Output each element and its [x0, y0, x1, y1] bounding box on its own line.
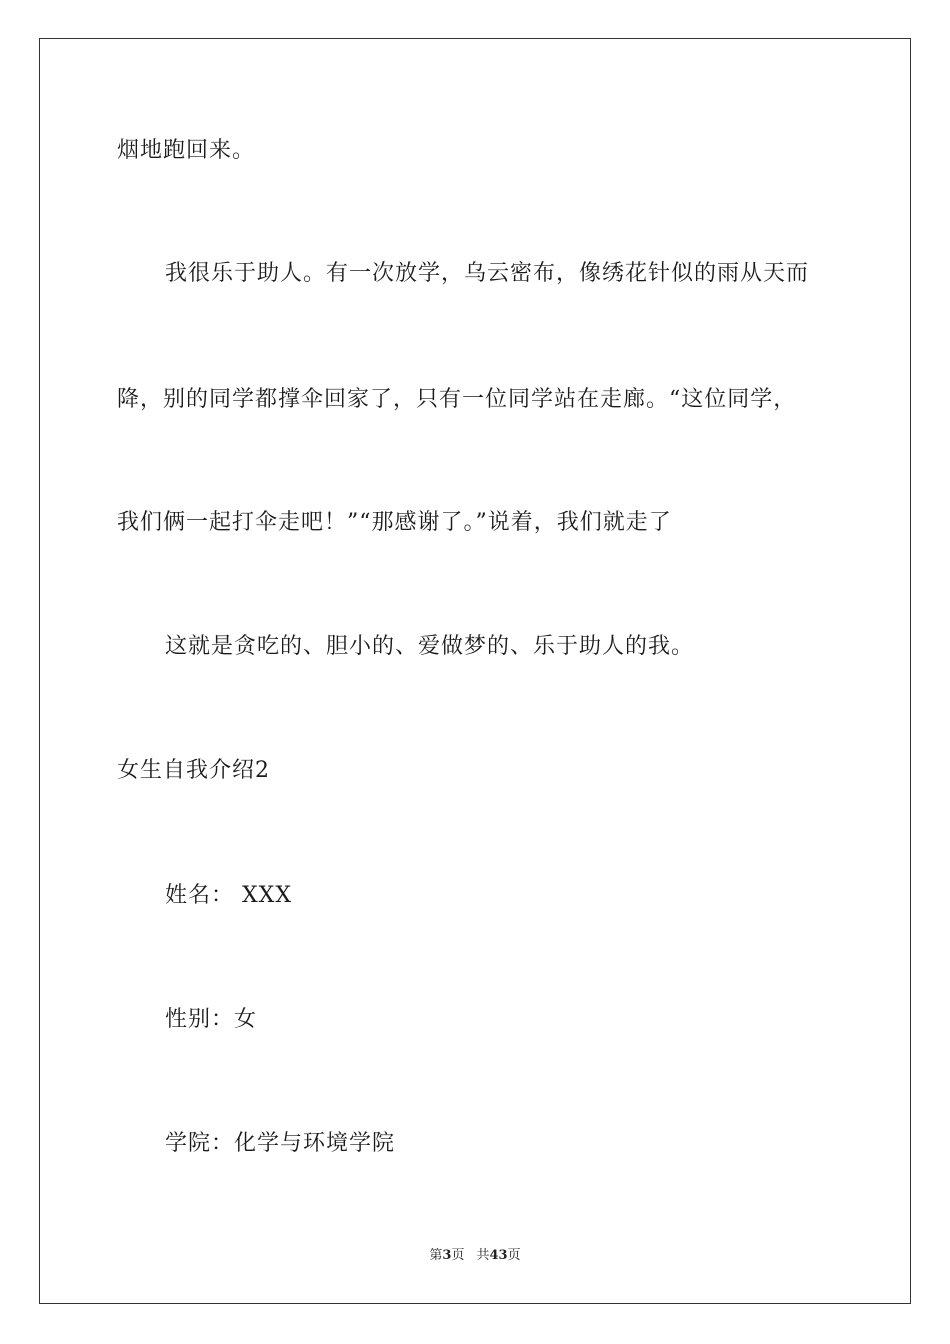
body-text-line: 烟地跑回来。: [117, 138, 256, 163]
footer-page-number: 3: [442, 1248, 452, 1263]
footer-total-prefix: 共: [476, 1248, 490, 1263]
footer-page-prefix: 第: [429, 1248, 443, 1263]
footer-total-pages: 43: [489, 1248, 508, 1263]
body-text-line: 降，别的同学都撑伞回家了，只有一位同学站在走廊。“这位同学，: [117, 387, 797, 412]
body-text-line: 我很乐于助人。有一次放学，乌云密布，像绣花针似的雨从天而: [165, 261, 810, 286]
college-field-text: 学院：化学与环境学院: [165, 1131, 396, 1156]
name-field-text: 姓名： XXX: [165, 883, 292, 908]
gender-field-text: 性别：女: [165, 1007, 258, 1032]
page-border: [39, 38, 911, 1304]
section-heading: 女生自我介绍2: [117, 758, 270, 783]
page-footer: [0, 1247, 950, 1265]
body-text-line: 我们俩一起打伞走吧！”“那感谢了。”说着，我们就走了: [117, 510, 672, 535]
footer-page-suffix: 页: [451, 1248, 465, 1263]
body-text-line: 这就是贪吃的、胆小的、爱做梦的、乐于助人的我。: [165, 634, 695, 659]
footer-total-suffix: 页: [507, 1248, 521, 1263]
